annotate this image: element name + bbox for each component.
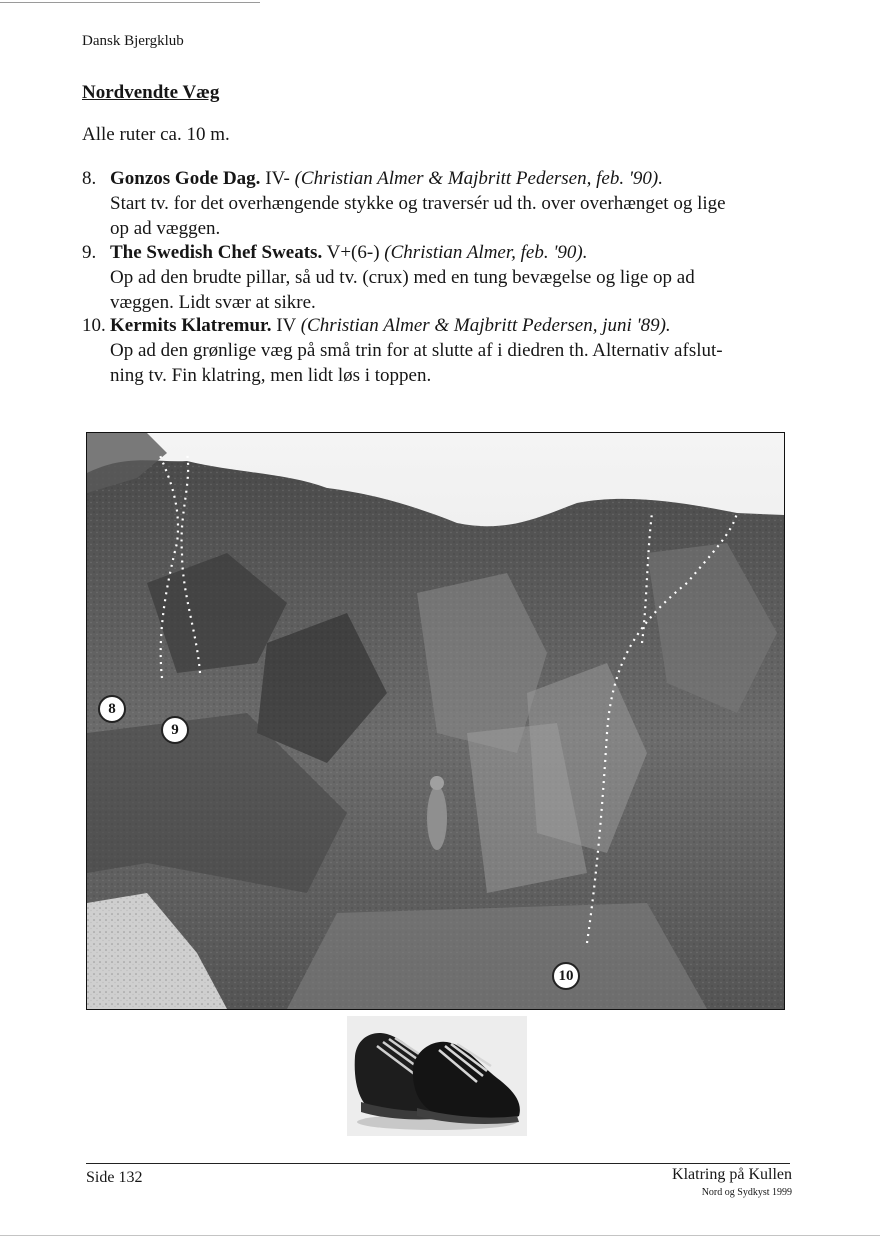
route-first-ascent: (Christian Almer & Majbritt Pedersen, feb. '90).: [294, 168, 663, 189]
route-description-line: Op ad den brudte pillar, så ud tv. (crux) med en tung bevægelse og lige op ad: [110, 267, 695, 288]
footer-rule: [86, 1163, 790, 1164]
route-entry-9: [82, 240, 782, 315]
route-grade: IV: [276, 315, 296, 336]
page-number: Side 132: [86, 1169, 143, 1186]
top-rule: [0, 2, 260, 3]
bottom-rule: [0, 1235, 880, 1236]
route-description-line: op ad væggen.: [110, 218, 221, 239]
route-first-ascent: (Christian Almer, feb. '90).: [384, 242, 588, 263]
route-description-line: væggen. Lidt svær at sikre.: [110, 292, 316, 313]
route-description-line: Start tv. for det overhængende stykke og traversér ud th. over overhænget og lige: [110, 193, 726, 214]
book-title: Klatring på Kullen: [672, 1166, 792, 1183]
route-entry-10: [82, 313, 782, 388]
route-description: [82, 191, 782, 241]
route-heading: [82, 313, 782, 338]
route-name: The Swedish Chef Sweats.: [110, 242, 323, 263]
route-description: [82, 265, 782, 315]
route-name: Gonzos Gode Dag.: [110, 168, 261, 189]
route-heading: [82, 166, 782, 191]
section-intro: Alle ruter ca. 10 m.: [82, 124, 230, 145]
crag-photo-illustration: [87, 433, 784, 1009]
route-marker-9: 9: [161, 716, 189, 744]
route-marker-10: 10: [552, 962, 580, 990]
route-number: 9.: [82, 242, 97, 263]
route-grade: V+(6-): [326, 242, 380, 263]
route-description-line: ning tv. Fin klatring, men lidt løs i toppen.: [110, 365, 432, 386]
route-description-line: Op ad den grønlige væg på små trin for at slutte af i diedren th. Alternativ afslut-: [110, 340, 723, 361]
running-header: Dansk Bjergklub: [82, 33, 184, 49]
route-grade: IV-: [265, 168, 290, 189]
route-number: 10.: [82, 315, 106, 336]
route-marker-8: 8: [98, 695, 126, 723]
section-title: Nordvendte Væg: [82, 82, 220, 103]
book-subtitle: Nord og Sydkyst 1999: [701, 1187, 792, 1198]
route-name: Kermits Klatremur.: [110, 315, 272, 336]
climbing-shoes-illustration: [347, 1016, 527, 1136]
route-number: 8.: [82, 168, 97, 189]
crag-photo: [86, 432, 785, 1010]
climbing-shoes-photo: [347, 1016, 527, 1136]
route-heading: [82, 240, 782, 265]
route-description: [82, 338, 782, 388]
route-first-ascent: (Christian Almer & Majbritt Pedersen, juni '89).: [300, 315, 671, 336]
route-entry-8: [82, 166, 782, 241]
